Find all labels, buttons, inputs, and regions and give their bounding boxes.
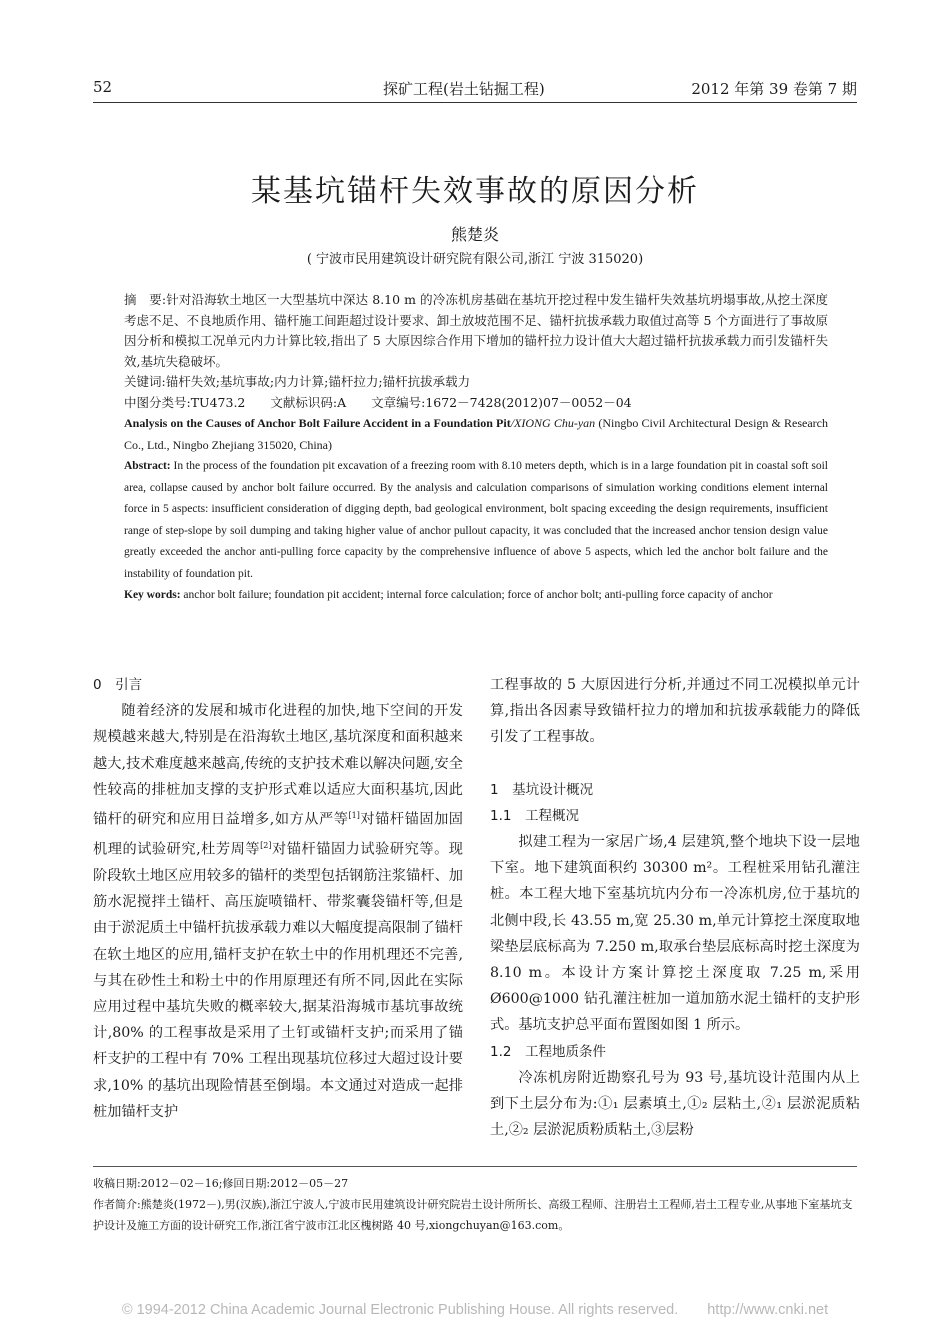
keywords-cn <box>124 372 828 393</box>
keywords-en-text: anchor bolt failure; foundation pit accident; internal force calculation; force of anchor bolt; anti-pulling force capacity of anchor <box>183 589 773 601</box>
section-0-title: 0 引言 <box>93 677 143 693</box>
ref-2: [2] <box>260 840 272 850</box>
intro-text-continued: 工程事故的 5 大原因进行分析,并通过不同工况模拟单元计算,指出各因素导致锚杆拉力的增加和抗拔承载能力的降低引发了工程事故。 <box>490 677 860 746</box>
copyright-watermark: © 1994-2012 China Academic Journal Electronic Publishing House. All rights reserved. http://www.cnki.net <box>121 1302 829 1318</box>
keywords-en <box>124 585 828 607</box>
abstract-en <box>124 456 828 585</box>
project-overview-paragraph: 拟建工程为一家居广场,4 层建筑,整个地块下设一层地下室。地下建筑面积约 30300 m²。工程桩采用钻孔灌注桩。本工程大地下室基坑坑内分布一冷冻机房,位于基坑的北侧中段,长 43.55 m,宽 25.30 m,单元计算挖土深度取地梁垫层底标高为 7.250 m,取承台垫层底标高时挖土深度为 8.10 m。本设计方案计算挖土深度取 7.25 m,采用 Ø600@1000 钻孔灌注桩加一道加筋水泥土锚杆的支护形式。基坑支护总平面布置图如图 1 所示。 <box>490 834 860 1034</box>
geology-paragraph: 冷冻机房附近勘察孔号为 93 号,基坑设计范围内从上到下土层分布为:①₁ 层素填土,①₂ 层粘土,②₁ 层淤泥质粘土,②₂ 层淤泥质粉质粘土,③层粉 <box>490 1069 860 1139</box>
footnote-block <box>93 1166 857 1236</box>
english-title: Analysis on the Causes of Anchor Bolt Failure Accident in a Foundation Pit <box>124 416 511 430</box>
intro-text-b: 对锚杆锚固加固机理的试验研究,杜芳周等 <box>93 811 463 858</box>
right-column <box>490 672 860 1143</box>
classification-line: 中图分类号:TU473.2 文献标识码:A 文章编号:1672－7428(2012)07－0052－04 <box>124 394 632 410</box>
spacer <box>490 751 860 777</box>
abstract-cn-text: 针对沿海软土地区一大型基坑中深达 8.10 m 的冷冻机房基础在基坑开挖过程中发生锚杆失效基坑坍塌事故,从挖土深度考虑不足、不良地质作用、锚杆施工间距超过设计要求、卸土放坡范围不足、锚杆抗拔承载力取值过高等 5 个方面进行了事故原因分析和模拟工况单元内力计算比较,指出了 5 大原因综合作用下增加的锚杆拉力设计值大大超过锚杆抗拔承载力而引发锚杆失效,基坑失稳破坏。 <box>124 292 828 369</box>
keywords-en-label: Key words: <box>124 589 181 601</box>
received-dates: 收稿日期:2012－02－16;修回日期:2012－05－27 <box>93 1177 349 1190</box>
abstract-block <box>124 290 828 607</box>
abstract-en-heading <box>124 413 828 456</box>
section-1-title: 1 基坑设计概况 <box>490 781 594 798</box>
section-1-1-title: 1.1 工程概况 <box>490 807 579 824</box>
keywords-cn-label: 关键词: <box>124 374 166 389</box>
paper-title: 某基坑锚杆失效事故的原因分析 <box>251 174 699 209</box>
intro-paragraph <box>93 698 463 1125</box>
intro-text-a: 随着经济的发展和城市化进程的加快,地下空间的开发规模越来越大,特别是在沿海软土地区,基坑深度和面积越来越大,技术难度越来越高,传统的支护技术难以解决问题,安全性较高的排桩加支撑的支护形式难以适应大面积基坑,因此锚杆的研究和应用日益增多,如方从严等 <box>93 703 463 828</box>
keywords-cn-text: 锚杆失效;基坑事故;内力计算;锚杆拉力;锚杆抗拔承载力 <box>165 374 471 389</box>
intro-text-c: 对锚杆锚固力试验研究等。现阶段软土地区应用较多的锚杆的类型包括钢筋注浆锚杆、加筋水泥搅拌土锚杆、高压旋喷锚杆、带浆囊袋锚杆等,但是由于淤泥质土中锚杆抗拔承载力难以大幅度提高限制了锚杆在软土地区的应用,锚杆支护在软土中的作用机理还不完善,与其在砂性土和粉土中的作用原理还有所不同,因此在实际应用过程中基坑失败的概率较大,据某沿海城市基坑事故统计,80% 的工程事故是采用了土钉或锚杆支护;而采用了锚杆支护的工程中有 70% 工程出现基坑位移过大超过设计要求,10% 的基坑出现险情甚至倒塌。本文通过对造成一起排桩加锚杆支护 <box>93 841 463 1120</box>
author-affiliation: ( 宁波市民用建筑设计研究院有限公司,浙江 宁波 315020) <box>306 252 644 267</box>
abstract-cn-label: 摘 要: <box>124 292 167 307</box>
left-column <box>93 672 463 1125</box>
page-number: 52 <box>93 78 113 96</box>
abstract-cn <box>124 290 828 372</box>
abstract-en-text: In the process of the foundation pit excavation of a freezing room with 8.10 meters depth, which is in a large foundation pit in coastal soft soil area, collapse caused by anchor bolt failure occurred. By the analysis and calculation comparisons of simulation working conditions element internal force in 5 aspects: insufficient consideration of digging depth, bad geological environment, bolt spacing exceeding the design requirements, insufficient range of step-slope by soil dumping and taking higher value of anchor pullout capacity, it was concluded that the increased anchor tension design value greatly exceeded the anchor anti-pulling force capacity by the comprehensive influence of above 5 aspects, which led the anchor bolt failure and the instability of foundation pit. <box>124 460 829 580</box>
journal-volume: 2012 年第 39 卷第 7 期 <box>691 80 857 98</box>
abstract-en-label: Abstract: <box>124 460 171 472</box>
english-author: /XIONG Chu-yan <box>510 416 596 430</box>
journal-name: 探矿工程(岩土钻掘工程) <box>383 80 545 98</box>
author-name: 熊楚炎 <box>450 225 499 244</box>
running-header <box>93 72 857 103</box>
section-1-2-title: 1.2 工程地质条件 <box>490 1043 606 1060</box>
english-affiliation: (Ningbo Civil Architectural Design & Research Co., Ltd., Ningbo Zhejiang 315020, China) <box>124 416 829 452</box>
ref-1: [1] <box>348 811 360 821</box>
author-bio: 作者简介:熊楚炎(1972－),男(汉族),浙江宁波人,宁波市民用建筑设计研究院岩土设计所所长、高级工程师、注册岩土工程师,岩土工程专业,从事地下室基坑支护设计及施工方面的设计研究工作,浙江省宁波市江北区槐树路 40 号,xiongchuyan@163.com。 <box>93 1198 853 1232</box>
